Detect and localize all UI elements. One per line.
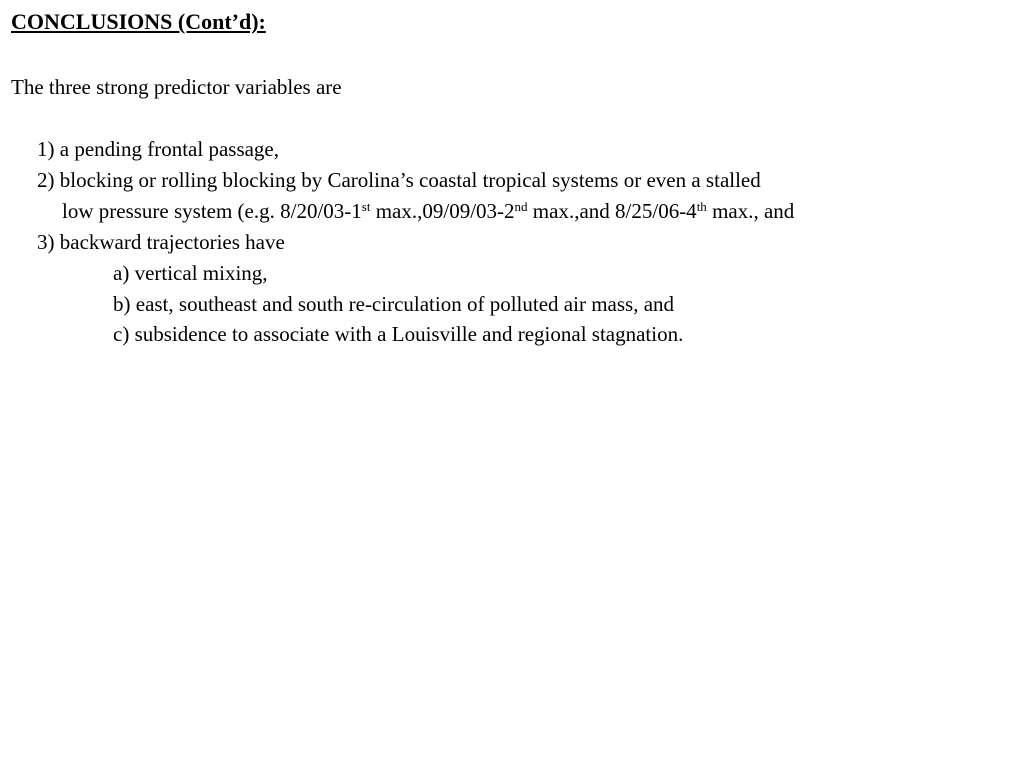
sub-item-a: a) vertical mixing, xyxy=(113,261,268,285)
list-item-1: 1) a pending frontal passage, xyxy=(37,137,280,161)
list-item-2-text-4: max., and xyxy=(706,199,795,223)
intro-text: The three strong predictor variables are xyxy=(11,75,342,99)
ordinal-suffix-2: nd xyxy=(514,199,528,214)
list-item-2-text-2: max.,09/09/03-2 xyxy=(370,199,515,223)
ordinal-suffix-1: st xyxy=(361,199,371,214)
list-item-2: 2) blocking or rolling blocking by Carolina’s coastal tropical systems or even a stalled xyxy=(37,168,761,192)
list-item-2-continuation xyxy=(62,201,794,222)
slide-title: CONCLUSIONS (Cont’d): xyxy=(11,9,266,34)
list-item-2-text-1: low pressure system (e.g. 8/20/03-1 xyxy=(62,199,362,223)
list-item-2-text-3: max.,and 8/25/06-4 xyxy=(527,199,697,223)
list-item-3: 3) backward trajectories have xyxy=(37,230,285,254)
sub-item-c: c) subsidence to associate with a Louisville and regional stagnation. xyxy=(113,322,684,346)
sub-item-b: b) east, southeast and south re-circulation of polluted air mass, and xyxy=(113,292,675,316)
ordinal-suffix-3: th xyxy=(696,199,707,214)
